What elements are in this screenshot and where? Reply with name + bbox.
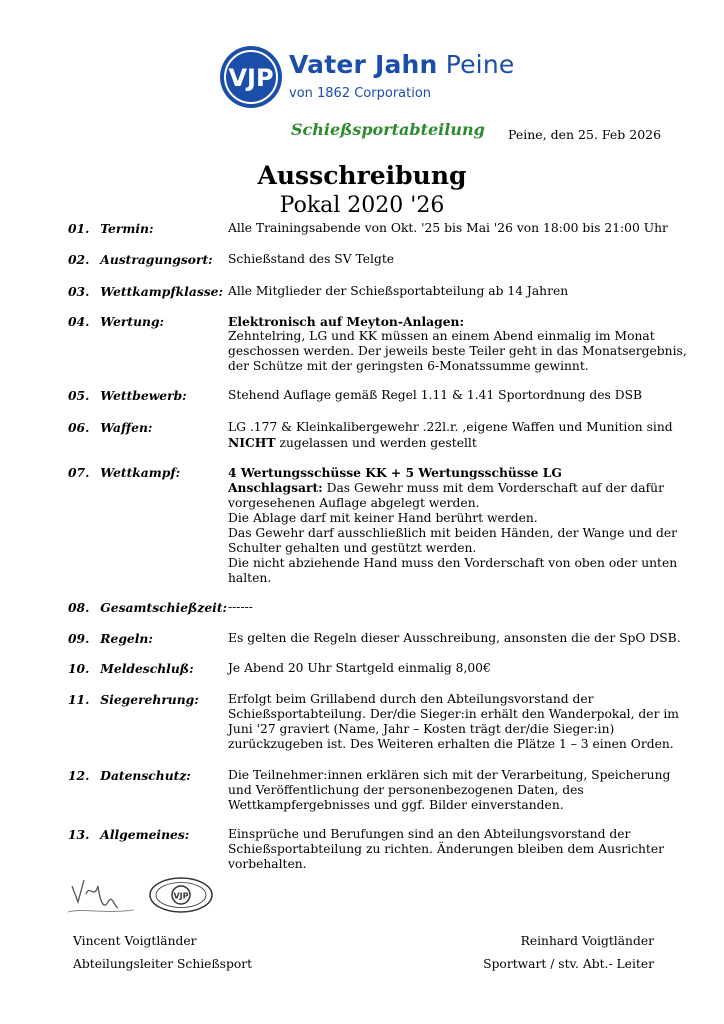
signatory-right-role: Sportwart / stv. Abt.- Leiter bbox=[483, 957, 654, 971]
section-number: 07. bbox=[68, 465, 90, 480]
section-label: Meldeschluß: bbox=[100, 661, 194, 676]
brand-main: Vater Jahn bbox=[289, 50, 438, 79]
section-text: Erfolgt beim Grillabend durch den Abteilungsvorstand der bbox=[228, 692, 594, 706]
department-name: Schießsportabteilung bbox=[291, 120, 485, 139]
brand-subtitle: von 1862 Corporation bbox=[289, 86, 432, 101]
section-text: der Schütze mit der geringsten 6-Monatssumme gewinnt. bbox=[228, 359, 589, 373]
signatory-right-name: Reinhard Voigtländer bbox=[520, 934, 654, 948]
section-text: zugelassen und werden gestellt bbox=[275, 436, 477, 450]
section-text: Alle Trainingsabende von Okt. '25 bis Mai '26 von 18:00 bis 21:00 Uhr bbox=[228, 221, 668, 235]
section-label: Wettkampf: bbox=[100, 465, 181, 480]
document-subtitle: Pokal 2020 '26 bbox=[279, 193, 445, 218]
brand-light: Peine bbox=[445, 50, 515, 79]
section-heading: Elektronisch auf Meyton-Anlagen: bbox=[228, 314, 465, 329]
section-text: zurückzugeben ist. Des Weiteren erhalten die Plätze 1 – 3 einen Orden. bbox=[228, 737, 674, 751]
section-label: Siegerehrung: bbox=[100, 692, 199, 707]
section-number: 03. bbox=[68, 284, 90, 299]
brand-name bbox=[289, 50, 514, 79]
section-number: 05. bbox=[68, 388, 90, 403]
section-label: Waffen: bbox=[100, 420, 153, 435]
section-label: Austragungsort: bbox=[100, 252, 213, 267]
logo-letters: VJP bbox=[228, 64, 274, 92]
section-text: vorgesehenen Auflage abgelegt werden. bbox=[228, 496, 480, 510]
section-text: Stehend Auflage gemäß Regel 1.11 & 1.41 Sportordnung des DSB bbox=[228, 388, 643, 402]
section-number: 04. bbox=[68, 314, 90, 329]
section-text: Juni '27 graviert (Name, Jahr – Kosten trägt der/die Sieger:in) bbox=[228, 722, 615, 736]
section-text: Das Gewehr muss mit dem Vorderschaft auf der dafür bbox=[322, 481, 664, 495]
section-text: Die Ablage darf mit keiner Hand berührt werden. bbox=[228, 511, 538, 525]
section-label: Wettkampfklasse: bbox=[100, 284, 224, 299]
section-text: geschossen werden. Der jeweils beste Teiler geht in das Monatsergebnis, bbox=[228, 344, 687, 358]
section-text: Schießsportabteilung. Der/die Sieger:in erhält den Wanderpokal, der im bbox=[228, 707, 679, 721]
emphasis-nicht: NICHT bbox=[228, 435, 276, 450]
section-text: LG .177 & Kleinkalibergewehr .22l.r. ,eigene Waffen und Munition sind bbox=[228, 420, 673, 434]
document-date: Peine, den 25. Feb 2026 bbox=[508, 127, 662, 142]
signatory-left-role: Abteilungsleiter Schießsport bbox=[73, 957, 253, 971]
section-number: 11. bbox=[68, 692, 90, 707]
section-number: 01. bbox=[68, 221, 90, 236]
section-heading: 4 Wertungsschüsse KK + 5 Wertungsschüsse LG bbox=[228, 465, 562, 480]
section-label: Regeln: bbox=[100, 631, 153, 646]
section-number: 13. bbox=[68, 827, 90, 842]
section-text: Schulter gehalten und gestützt werden. bbox=[228, 541, 477, 555]
section-text: Alle Mitglieder der Schießsportabteilung ab 14 Jahren bbox=[228, 284, 569, 298]
section-text: ------ bbox=[228, 600, 253, 614]
section-label: Gesamtschießzeit: bbox=[100, 600, 228, 615]
section-label: Termin: bbox=[100, 221, 154, 236]
section-text: Wettkampfergebnisses und ggf. Bilder einverstanden. bbox=[228, 798, 564, 812]
section-label: Wettbewerb: bbox=[100, 388, 187, 403]
section-text: Schießstand des SV Telgte bbox=[228, 252, 395, 266]
section-number: 10. bbox=[68, 661, 90, 676]
section-text: und Veröffentlichung der personenbezogenen Daten, des bbox=[228, 783, 584, 797]
signature-icon bbox=[64, 872, 144, 922]
section-text: halten. bbox=[228, 571, 272, 585]
section-text: Die nicht abziehende Hand muss den Vorderschaft von oben oder unten bbox=[228, 556, 678, 570]
section-text: Das Gewehr darf ausschließlich mit beiden Händen, der Wange und der bbox=[228, 526, 678, 540]
section-number: 12. bbox=[68, 768, 90, 783]
stamp-icon bbox=[148, 876, 214, 914]
section-label: Allgemeines: bbox=[100, 827, 190, 842]
section-text: Die Teilnehmer:innen erklären sich mit der Verarbeitung, Speicherung bbox=[228, 768, 671, 782]
section-number: 02. bbox=[68, 252, 90, 267]
document-title: Ausschreibung bbox=[257, 161, 467, 190]
section-text: Einsprüche und Berufungen sind an den Abteilungsvorstand der bbox=[228, 827, 631, 841]
section-text: Zehntelring, LG und KK müssen an einem Abend einmalig im Monat bbox=[228, 329, 655, 343]
section-text: Schießsportabteilung zu richten. Änderungen bleiben dem Ausrichter bbox=[228, 842, 665, 856]
section-label: Wertung: bbox=[100, 314, 165, 329]
anschlagsart-label: Anschlagsart: bbox=[228, 480, 323, 495]
section-text: vorbehalten. bbox=[228, 857, 307, 871]
signatory-left-name: Vincent Voigtländer bbox=[73, 934, 197, 948]
section-text: Es gelten die Regeln dieser Ausschreibung, ansonsten die der SpO DSB. bbox=[228, 631, 681, 645]
section-number: 08. bbox=[68, 600, 90, 615]
section-text: Je Abend 20 Uhr Startgeld einmalig 8,00€ bbox=[228, 661, 491, 675]
section-number: 09. bbox=[68, 631, 90, 646]
section-number: 06. bbox=[68, 420, 90, 435]
stamp-letters: VJP bbox=[173, 891, 189, 901]
section-label: Datenschutz: bbox=[100, 768, 191, 783]
